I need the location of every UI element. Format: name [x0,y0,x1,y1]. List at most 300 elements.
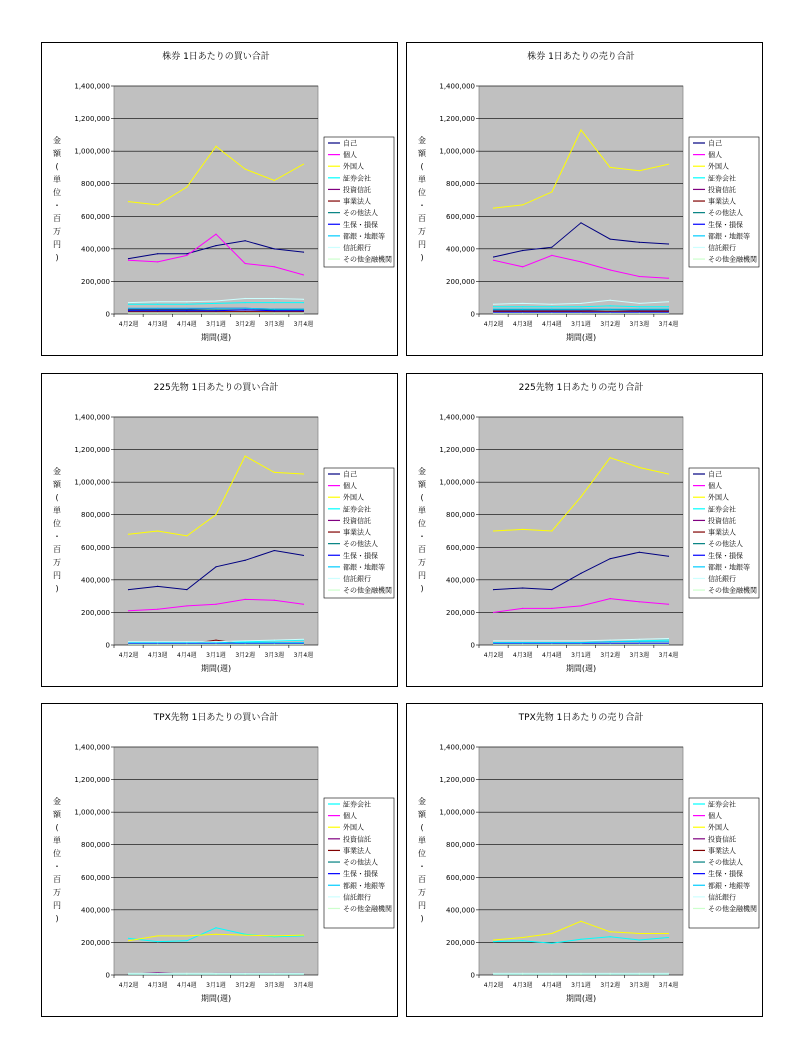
x-tick-label: 3月3週 [264,982,285,989]
legend-label: 投資信託 [343,185,371,194]
y-axis-label-char: 金 [53,467,61,476]
y-axis-label-char: 額 [418,810,426,819]
data-point [493,589,494,590]
y-tick-label: 0 [105,971,110,980]
y-tick-label: 400,000 [81,576,110,585]
data-point [610,598,611,599]
data-point [493,530,494,531]
legend [324,468,394,598]
data-point [493,642,494,643]
data-point [610,558,611,559]
legend-label: 事業法人 [343,197,371,206]
data-point [551,642,552,643]
y-tick-label: 1,000,000 [74,478,110,487]
legend-label: その他法人 [343,540,378,549]
legend-label: その他法人 [708,540,743,549]
data-point [639,644,640,645]
y-axis-label [418,466,427,593]
data-point [522,309,523,310]
y-axis-label-char: ( [55,493,59,502]
data-point [128,304,129,305]
y-axis-label-char: ( [420,823,424,832]
legend-label: 信託銀行 [343,574,371,583]
data-point [157,301,158,302]
x-tick-label: 3月3週 [264,652,285,659]
data-point [245,308,246,309]
data-point [668,640,669,641]
legend-label: 証券会社 [343,505,371,514]
data-point [668,933,669,934]
data-point [522,644,523,645]
x-tick-label: 4月2週 [118,321,139,328]
x-tick-label: 4月4週 [177,982,197,989]
data-point [128,974,129,975]
data-point [157,313,158,314]
data-point [668,313,669,314]
data-point [215,641,216,642]
data-point [274,313,275,314]
y-axis-label-char: 百 [53,214,61,223]
data-point [303,164,304,165]
legend-label: 個人 [343,482,357,491]
data-point [668,278,669,279]
data-point [493,208,494,209]
data-point [215,310,216,311]
y-axis-label-char: 円 [53,571,61,580]
y-tick-label: 800,000 [81,841,110,850]
data-point [610,238,611,239]
x-tick-label: 3月4週 [293,982,314,989]
y-axis-label-char: 円 [418,901,426,910]
data-point [245,302,246,303]
data-point [580,605,581,606]
y-tick-label: 1,200,000 [74,115,110,124]
y-tick-label: 200,000 [446,938,475,947]
data-point [610,457,611,458]
line-chart [42,43,397,355]
data-point [551,608,552,609]
data-point [551,943,552,944]
data-point [551,974,552,975]
data-point [493,256,494,257]
y-tick-label: 1,200,000 [74,776,110,785]
data-point [186,255,187,256]
legend-label: 事業法人 [343,528,371,537]
data-point [522,250,523,251]
data-point [186,310,187,311]
legend-label: 外国人 [343,162,364,171]
y-axis-label-char: ・ [418,532,426,541]
data-point [157,304,158,305]
x-tick-label: 4月2週 [118,982,139,989]
x-tick-label: 3月4週 [658,982,679,989]
data-point [522,937,523,938]
x-tick-label: 3月3週 [264,321,285,328]
y-axis-label-char: 金 [418,467,426,476]
y-axis-label-char: 金 [418,136,426,145]
x-tick-label: 4月4週 [177,321,197,328]
x-axis-label: 期間(週) [565,333,597,342]
data-point [274,472,275,473]
data-point [303,604,304,605]
data-point [303,974,304,975]
data-point [303,935,304,936]
plot-area [114,747,318,975]
data-point [639,974,640,975]
data-point [157,261,158,262]
data-point [522,940,523,941]
data-point [215,514,216,515]
legend-label: 投資信託 [708,835,736,844]
plot-area [479,86,683,314]
data-point [215,245,216,246]
y-tick-label: 600,000 [446,873,475,882]
y-tick-label: 1,200,000 [439,776,475,785]
chart-title: TPX先物 1日あたりの売り合計 [518,713,644,723]
legend-label: 投資信託 [708,185,736,194]
legend [689,798,759,928]
y-axis-label-char: 額 [418,149,426,158]
data-point [493,313,494,314]
y-tick-label: 200,000 [446,277,475,286]
legend-label: その他金融機関 [708,586,757,595]
legend-label: その他法人 [708,209,743,218]
data-point [274,310,275,311]
x-axis-label: 期間(週) [200,994,232,1003]
legend-label: その他法人 [708,858,743,867]
legend-label: 都銀・地銀等 [343,881,385,890]
y-axis-label-char: 額 [53,810,61,819]
x-axis-label: 期間(週) [565,994,597,1003]
y-tick-label: 1,000,000 [439,808,475,817]
data-point [157,310,158,311]
y-tick-label: 600,000 [446,212,475,221]
data-point [245,560,246,561]
data-point [639,309,640,310]
y-tick-label: 400,000 [446,245,475,254]
data-point [157,253,158,254]
data-point [215,303,216,304]
data-point [274,180,275,181]
data-point [639,601,640,602]
x-tick-label: 4月3週 [512,652,533,659]
y-tick-label: 1,200,000 [74,446,110,455]
x-tick-label: 3月1週 [571,321,591,328]
y-tick-label: 1,400,000 [439,743,475,752]
data-point [668,644,669,645]
y-tick-label: 1,400,000 [439,82,475,91]
data-point [580,921,581,922]
chart-title: TPX先物 1日あたりの買い合計 [153,713,279,723]
legend-label: 都銀・地銀等 [343,563,385,572]
data-point [551,255,552,256]
x-tick-label: 3月2週 [235,321,255,328]
x-tick-label: 3月2週 [235,982,255,989]
data-point [128,589,129,590]
data-point [128,534,129,535]
legend-label: その他法人 [343,858,378,867]
legend-label: 信託銀行 [343,243,371,252]
y-tick-label: 400,000 [446,576,475,585]
y-axis-label-char: ・ [418,862,426,871]
legend-label: 信託銀行 [343,893,371,902]
data-point [551,933,552,934]
y-axis-label-char: 万 [418,227,426,236]
x-tick-label: 4月3週 [512,321,533,328]
data-point [639,306,640,307]
legend-label: 投資信託 [708,516,736,525]
data-point [303,642,304,643]
y-axis-label-char: 単 [418,175,426,184]
line-chart [42,374,397,686]
data-point [551,191,552,192]
legend-label: 信託銀行 [708,574,736,583]
data-point [274,298,275,299]
y-axis-label-char: ・ [53,862,61,871]
x-tick-label: 3月1週 [571,652,591,659]
data-point [157,935,158,936]
data-point [668,638,669,639]
legend-label: 生保・損保 [343,551,378,560]
data-point [522,306,523,307]
y-tick-label: 800,000 [81,180,110,189]
legend-label: 個人 [708,812,722,821]
data-point [639,313,640,314]
y-axis-label-char: ) [55,253,59,262]
legend-label: 都銀・地銀等 [708,881,750,890]
data-point [522,640,523,641]
x-tick-label: 3月1週 [206,982,226,989]
y-tick-label: 600,000 [81,873,110,882]
y-tick-label: 1,400,000 [74,413,110,422]
y-tick-label: 800,000 [446,841,475,850]
data-point [245,263,246,264]
y-axis-label-char: ) [55,914,59,923]
data-point [215,308,216,309]
data-point [303,310,304,311]
data-point [303,302,304,303]
data-point [610,974,611,975]
data-point [580,642,581,643]
data-point [128,308,129,309]
y-axis-label-char: 金 [53,797,61,806]
data-point [580,309,581,310]
y-axis-label-char: ( [420,162,424,171]
y-tick-label: 1,400,000 [439,413,475,422]
data-point [668,974,669,975]
data-point [493,640,494,641]
data-point [128,644,129,645]
data-point [551,530,552,531]
legend-label: 生保・損保 [708,551,743,560]
legend [324,798,394,928]
data-point [186,641,187,642]
x-tick-label: 4月3週 [512,982,533,989]
data-point [610,313,611,314]
legend-label: 生保・損保 [343,870,378,879]
legend-label: 都銀・地銀等 [343,232,385,241]
legend-label: 投資信託 [343,835,371,844]
legend-label: 証券会社 [708,174,736,183]
y-axis-label-char: 位 [418,519,426,528]
y-axis-label-char: 金 [53,136,61,145]
line-chart [407,704,762,1016]
y-tick-label: 800,000 [446,180,475,189]
legend-label: 証券会社 [343,174,371,183]
data-point [274,974,275,975]
data-point [215,644,216,645]
data-point [580,306,581,307]
data-point [157,641,158,642]
data-point [186,304,187,305]
legend-label: 外国人 [708,823,729,832]
x-tick-label: 3月1週 [206,652,226,659]
data-point [610,309,611,310]
legend-label: その他金融機関 [343,255,392,264]
y-axis-label-char: 金 [418,797,426,806]
legend-label: 個人 [708,151,722,160]
legend-label: その他法人 [343,209,378,218]
y-tick-label: 600,000 [446,543,475,552]
x-tick-label: 3月3週 [629,321,650,328]
x-tick-label: 3月3週 [629,652,650,659]
x-tick-label: 4月2週 [483,321,504,328]
data-point [493,941,494,942]
data-point [157,941,158,942]
legend-label: 証券会社 [708,505,736,514]
y-axis-label-char: 円 [418,571,426,580]
data-point [245,644,246,645]
legend-label: 自己 [343,470,357,479]
data-point [610,644,611,645]
data-point [274,302,275,303]
data-point [274,309,275,310]
data-point [610,269,611,270]
y-axis-label-char: 単 [418,836,426,845]
chart-title: 株券 1日あたりの売り合計 [527,52,635,62]
data-point [186,535,187,536]
legend-label: 事業法人 [343,846,371,855]
y-axis-label-char: 単 [53,836,61,845]
data-point [245,455,246,456]
y-axis-label-char: 額 [53,480,61,489]
data-point [551,313,552,314]
legend [689,137,759,267]
y-tick-label: 1,000,000 [74,147,110,156]
legend-label: 生保・損保 [343,220,378,229]
x-tick-label: 4月3週 [147,652,168,659]
y-tick-label: 600,000 [81,543,110,552]
line-chart [407,374,762,686]
y-axis-label-char: ( [55,162,59,171]
data-point [580,313,581,314]
data-point [580,129,581,130]
data-point [551,304,552,305]
x-tick-label: 4月4週 [542,321,562,328]
data-point [668,243,669,244]
y-axis-label-char: ) [420,584,424,593]
line-chart [407,43,762,355]
data-point [551,309,552,310]
data-point [245,298,246,299]
y-axis-label-char: ) [420,914,424,923]
data-point [245,168,246,169]
data-point [610,641,611,642]
data-point [610,167,611,168]
legend [324,137,394,267]
y-axis-label-char: 百 [418,875,426,884]
legend-label: 生保・損保 [708,870,743,879]
y-axis-label-char: 百 [418,545,426,554]
data-point [668,937,669,938]
legend-label: 都銀・地銀等 [708,563,750,572]
data-point [580,496,581,497]
data-point [128,610,129,611]
data-point [186,186,187,187]
x-axis-label: 期間(週) [565,664,597,673]
data-point [551,247,552,248]
data-point [639,641,640,642]
data-point [551,589,552,590]
data-point [215,934,216,935]
x-tick-label: 3月1週 [571,982,591,989]
chart-panel-stock-buy [41,42,398,356]
data-point [303,644,304,645]
x-tick-label: 4月3週 [147,321,168,328]
y-axis-label-char: ) [420,253,424,262]
data-point [215,640,216,641]
data-point [157,644,158,645]
data-point [522,608,523,609]
legend-label: 外国人 [708,162,729,171]
data-point [580,640,581,641]
data-point [128,641,129,642]
data-point [551,306,552,307]
legend-label: 投資信託 [343,516,371,525]
y-tick-label: 400,000 [446,906,475,915]
x-tick-label: 4月4週 [542,982,562,989]
chart-panel-tpx-sell [406,703,763,1017]
y-tick-label: 0 [470,641,475,650]
data-point [215,300,216,301]
data-point [215,313,216,314]
legend-label: 外国人 [343,823,364,832]
y-axis-label-char: 万 [53,558,61,567]
data-point [551,644,552,645]
x-tick-label: 4月2週 [483,652,504,659]
y-axis-label-char: 万 [53,888,61,897]
y-tick-label: 800,000 [81,511,110,520]
data-point [157,609,158,610]
x-tick-label: 3月3週 [629,982,650,989]
legend-label: 事業法人 [708,528,736,537]
data-point [186,308,187,309]
y-tick-label: 200,000 [81,938,110,947]
data-point [580,939,581,940]
y-tick-label: 400,000 [81,245,110,254]
y-axis-label-char: 単 [53,175,61,184]
y-axis-label [418,796,427,923]
x-tick-label: 3月2週 [600,321,620,328]
y-axis-label-char: 位 [53,519,61,528]
y-axis-label-char: 単 [418,506,426,515]
y-axis-label-char: ( [55,823,59,832]
data-point [215,566,216,567]
y-axis-label-char: 万 [53,227,61,236]
legend-label: 証券会社 [708,800,736,809]
y-axis-label-char: 単 [53,506,61,515]
data-point [157,308,158,309]
